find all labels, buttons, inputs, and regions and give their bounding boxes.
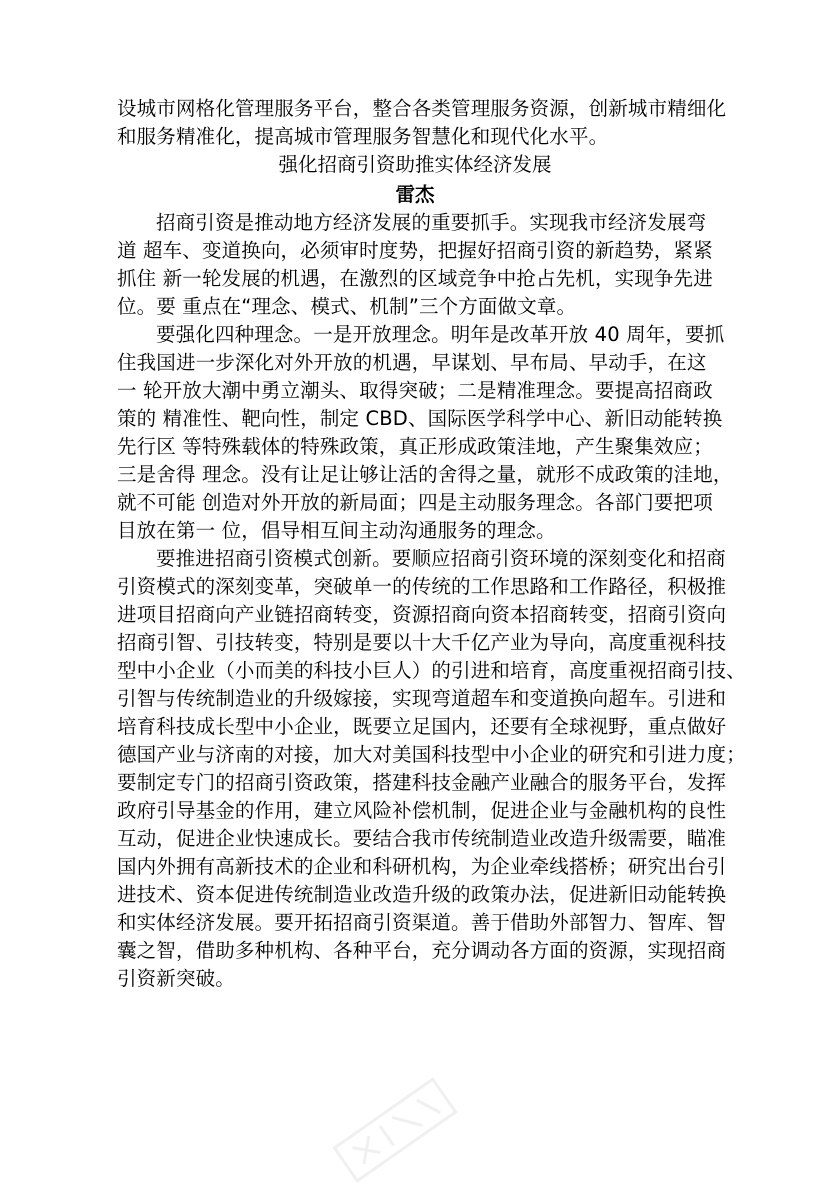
- paragraph-1-line-2: 道 超车、变道换向，必须审时度势，把握好招商引资的新趋势，紧紧: [117, 239, 713, 262]
- paragraph-2-line-7: 就不可能 创造对外开放的新局面；四是主动服务理念。各部门要把项: [117, 491, 713, 514]
- paragraph-2-line-3: 一 轮开放大潮中勇立潮头、取得突破；二是精准理念。要提高招商政: [117, 379, 713, 402]
- paragraph-3-line-15: 囊之智，借助多种机构、各种平台，充分调动各方面的资源，实现招商: [117, 939, 727, 962]
- paragraph-2-line-8: 目放在第一 位，倡导相互间主动沟通服务的理念。: [117, 519, 556, 542]
- paragraph-1-line-3: 抓住 新一轮发展的机遇，在激烈的区域竞争中抢占先机，实现争先进: [117, 267, 713, 290]
- paragraph-1-line-1: 招商引资是推动地方经济发展的重要抓手。实现我市经济发展弯: [156, 211, 707, 234]
- paragraph-2-line-5: 先行区 等特殊载体的特殊政策，真正形成政策洼地，产生聚集效应；: [117, 435, 713, 458]
- paragraph-3-line-4: 招商引智、引技转变，特别是要以十大千亿产业为导向，高度重视科技: [117, 631, 727, 654]
- paragraph-3-line-14: 和实体经济发展。要开拓招商引资渠道。善于借助外部智力、智库、智: [117, 911, 727, 934]
- paragraph-3-line-2: 引资模式的深刻变革，突破单一的传统的工作思路和工作路径，积极推: [117, 575, 727, 598]
- paragraph-3-line-12: 国内外拥有高新技术的企业和科研机构，为企业牵线搭桥；研究出台引: [117, 855, 727, 878]
- article-author: 雷杰: [395, 183, 435, 206]
- paragraph-3-line-11: 互动，促进企业快速成长。要结合我市传统制造业改造升级需要，瞄准: [117, 827, 727, 850]
- paragraph-1-line-4: 位。要 重点在“理念、模式、机制”三个方面做文章。: [117, 295, 577, 318]
- paragraph-2-line-4: 策的 精准性、靶向性，制定 CBD、国际医学科学中心、新旧动能转换: [117, 407, 723, 430]
- paragraph-2-line-6: 三是舍得 理念。没有让足让够让活的舍得之量，就形不成政策的洼地，: [117, 463, 733, 486]
- paragraph-2-line-1: 要强化四种理念。一是开放理念。明年是改革开放 40 周年，要抓: [156, 323, 725, 346]
- paragraph-3-line-1: 要推进招商引资模式创新。要顺应招商引资环境的深刻变化和招商: [156, 547, 726, 570]
- paragraph-3-line-10: 政府引导基金的作用，建立风险补偿机制，促进企业与金融机构的良性: [117, 799, 727, 822]
- paragraph-3-line-13: 进技术、资本促进传统制造业改造升级的政策办法，促进新旧动能转换: [117, 883, 727, 906]
- article-title: 强化招商引资助推实体经济发展: [278, 153, 552, 176]
- intro-line-1: 设城市网格化管理服务平台，整合各类管理服务资源，创新城市精细化: [117, 97, 727, 120]
- paragraph-3-line-5: 型中小企业（小而美的科技小巨人）的引进和培育，高度重视招商引技、: [117, 659, 746, 682]
- paragraph-3-line-16: 引资新突破。: [117, 967, 235, 990]
- paragraph-3-line-8: 德国产业与济南的对接，加大对美国科技型中小企业的研究和引进力度；: [117, 743, 746, 766]
- paragraph-3-line-9: 要制定专门的招商引资政策，搭建科技金融产业融合的服务平台，发挥: [117, 771, 727, 794]
- paragraph-3-line-3: 进项目招商向产业链招商转变，资源招商向资本招商转变，招商引资向: [117, 603, 727, 626]
- watermark-icon: [325, 1068, 466, 1192]
- paragraph-2-line-2: 住我国进一步深化对外开放的机遇，早谋划、早布局、早动手，在这: [117, 351, 707, 374]
- paragraph-3-line-6: 引智与传统制造业的升级嫁接，实现弯道超车和变道换向超车。引进和: [117, 687, 727, 710]
- intro-line-2: 和服务精准化，提高城市管理服务智慧化和现代化水平。: [117, 125, 609, 148]
- paragraph-3-line-7: 培育科技成长型中小企业，既要立足国内，还要有全球视野，重点做好: [117, 715, 727, 738]
